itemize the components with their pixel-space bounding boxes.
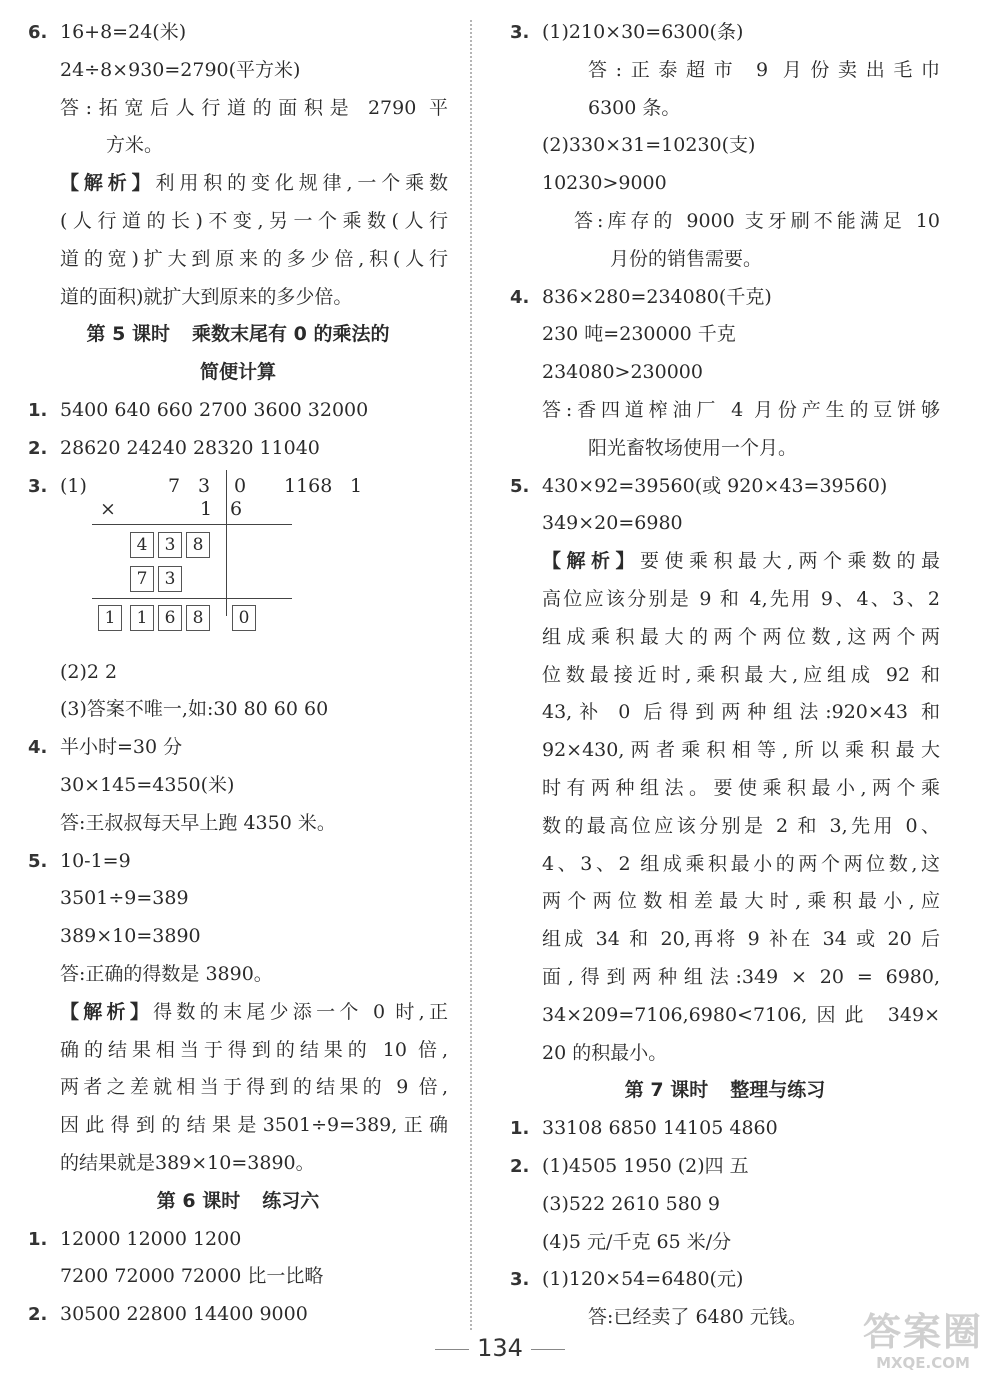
answer-line: 10230>9000 xyxy=(542,172,667,195)
answer-line: 答:拓宽后人行道的面积是 2790 平 xyxy=(60,96,448,119)
right-column xyxy=(510,14,940,1337)
question-number: 3. xyxy=(28,475,48,497)
lesson-heading-cont xyxy=(28,354,448,392)
answer-line: 答:香四道榨油厂 4 月份产生的豆饼够 xyxy=(542,398,940,421)
answer-line: 3. (1)210×30=6300(条) xyxy=(510,14,940,52)
analysis-line: 34×209=7106,6980<7106,因此 349× xyxy=(542,1003,940,1026)
answer-line: 答:正确的得数是 3890。 xyxy=(60,962,273,985)
answer-line: 1. 12000 12000 1200 xyxy=(28,1221,448,1259)
analysis-line: 位数最接近时,乘积最大,应组成 92 和 xyxy=(542,663,940,686)
answer-line: 3501÷9=389 xyxy=(60,887,189,910)
answer-line: 1. 33108 6850 14105 4860 xyxy=(510,1110,940,1148)
answer-line: 349×20=6980 xyxy=(542,512,683,535)
question-number: 5. xyxy=(28,850,48,872)
analysis-tag: 【解析】 xyxy=(542,550,640,573)
question-number: 6. xyxy=(28,22,48,43)
lesson-number: 第 5 课时 xyxy=(86,323,170,346)
answer-line: (2)2 2 xyxy=(60,660,118,683)
analysis-line: 两者之差就相当于得到的结果的 9 倍, xyxy=(60,1076,448,1099)
answer-line: 389×10=3890 xyxy=(60,925,201,948)
answer-line: 答:正泰超市 9 月份卖出毛巾 xyxy=(588,58,940,81)
analysis-line: 【解析】得数的末尾少添一个 0 时,正 xyxy=(60,1000,448,1023)
lesson-heading xyxy=(28,316,448,354)
answer-line: 答:已经卖了 6480 元钱。 xyxy=(588,1306,807,1329)
answer-line: 234080>230000 xyxy=(542,361,703,384)
question-number: 2. xyxy=(510,1155,530,1177)
analysis-line: 的结果就是389×10=3890。 xyxy=(60,1151,315,1174)
analysis-line: 数的最高位应该分别是 2 和 3,先用 0、 xyxy=(542,814,940,837)
answer-line: 2. (1)4505 1950 (2)四 五 xyxy=(510,1148,940,1186)
question-number: 1. xyxy=(510,1118,530,1140)
answer-line: 4. 836×280=234080(千克) xyxy=(510,279,940,317)
answer-line: 3. (1)120×54=6480(元) xyxy=(510,1261,940,1299)
question-number: 3. xyxy=(510,1269,530,1291)
lesson-title-cont: 简便计算 xyxy=(199,361,276,384)
question-number: 3. xyxy=(510,22,530,43)
analysis-tag: 【解析】 xyxy=(60,172,156,195)
answer-line: 230 吨=230000 千克 xyxy=(542,323,736,346)
analysis-line: 道的面积)就扩大到原来的多少倍。 xyxy=(60,285,353,308)
answer-line: 24÷8×930=2790(平方米) xyxy=(60,58,301,81)
analysis-line: 【解析】要使乘积最大,两个乘数的最 xyxy=(542,550,940,573)
answer-line: (2)330×31=10230(支) xyxy=(542,134,756,157)
answer-line: (3)答案不唯一,如:30 80 60 60 xyxy=(60,698,329,721)
answer-line: 6. 16+8=24(米) xyxy=(28,14,448,52)
answer-line: 月份的销售需要。 xyxy=(610,247,763,270)
lesson-title: 整理与练习 xyxy=(730,1079,826,1102)
answer-line: 3. (1) 7 3 0 1168 1 xyxy=(28,468,448,504)
watermark-logo: 答案圈 MXQE.COM xyxy=(862,1310,983,1372)
question-number: 5. xyxy=(510,475,530,497)
answer-line: 5. 430×92=39560(或 920×43=39560) xyxy=(510,468,940,506)
lesson-heading xyxy=(510,1072,940,1110)
answer-line: 6300 条。 xyxy=(588,96,681,119)
analysis-line: 两个两位数相差最大时,乘积最小,应 xyxy=(542,890,940,913)
lesson-number: 第 7 课时 xyxy=(624,1079,709,1102)
answer-line: 4. 半小时=30 分 xyxy=(28,729,448,767)
answer-line: 1. 5400 640 660 2700 3600 32000 xyxy=(28,392,448,430)
question-number: 2. xyxy=(28,1304,48,1326)
question-number: 4. xyxy=(28,737,48,759)
analysis-line: 道的宽)扩大到原来的多少倍,积(人行 xyxy=(60,247,448,270)
question-number: 1. xyxy=(28,1228,48,1250)
answer-line: 2. 28620 24240 28320 11040 xyxy=(28,430,448,468)
answer-line: 阳光畜牧场使用一个月。 xyxy=(588,436,798,459)
vertical-multiplication: × 1 6 4 3 8 7 3 1 1 6 8 0 xyxy=(60,504,448,654)
answer-line: 答:库存的 9000 支牙刷不能满足 10 xyxy=(574,209,940,232)
column-divider xyxy=(470,20,472,1330)
analysis-line: 面,得到两种组法:349 × 20 = 6980, xyxy=(542,965,940,988)
analysis-tag: 【解析】 xyxy=(60,1000,154,1023)
question-number: 2. xyxy=(28,437,48,459)
analysis-line: 高位应该分别是 9 和 4,先用 9、4、3、2 xyxy=(542,587,940,610)
answer-line: (3)522 2610 580 9 xyxy=(542,1192,721,1215)
answer-line: 2. 30500 22800 14400 9000 xyxy=(28,1296,448,1334)
answer-line: 7200 72000 72000 比一比略 xyxy=(60,1265,324,1288)
answer-line: 方米。 xyxy=(106,134,164,157)
analysis-line: (人行道的长)不变,另一个乘数(人行 xyxy=(60,209,448,232)
analysis-line: 92×430,两者乘积相等,所以乘积最大 xyxy=(542,739,940,762)
lesson-number: 第 6 课时 xyxy=(156,1189,241,1212)
analysis-line: 确的结果相当于得到的结果的 10 倍, xyxy=(60,1038,448,1061)
analysis-line: 4、3、2 组成乘积最小的两个两位数,这 xyxy=(542,852,940,875)
question-number: 4. xyxy=(510,286,530,308)
analysis-line: 组成乘积最大的两个两位数,这两个两 xyxy=(542,625,940,648)
answer-line: (4)5 元/千克 65 米/分 xyxy=(542,1230,732,1253)
analysis-line: 【解析】利用积的变化规律,一个乘数 xyxy=(60,172,448,195)
analysis-line: 43,补 0 后得到两种组法:920×43 和 xyxy=(542,701,940,724)
answer-line: 答:王叔叔每天早上跑 4350 米。 xyxy=(60,811,336,834)
question-number: 1. xyxy=(28,399,48,421)
analysis-line: 因此得到的结果是3501÷9=389,正确 xyxy=(60,1114,448,1137)
lesson-heading xyxy=(28,1183,448,1221)
lesson-title: 乘数末尾有 0 的乘法的 xyxy=(192,323,390,346)
answer-line: 30×145=4350(米) xyxy=(60,773,235,796)
lesson-title: 练习六 xyxy=(262,1189,320,1212)
left-column xyxy=(28,14,448,1334)
answer-line: 5. 10-1=9 xyxy=(28,843,448,881)
page-number: 134 xyxy=(0,1334,1000,1362)
analysis-line: 时有两种组法。要使乘积最小,两个乘 xyxy=(542,776,940,799)
analysis-line: 组成 34 和 20,再将 9 补在 34 或 20 后 xyxy=(542,928,940,951)
analysis-line: 20 的积最小。 xyxy=(542,1041,668,1064)
